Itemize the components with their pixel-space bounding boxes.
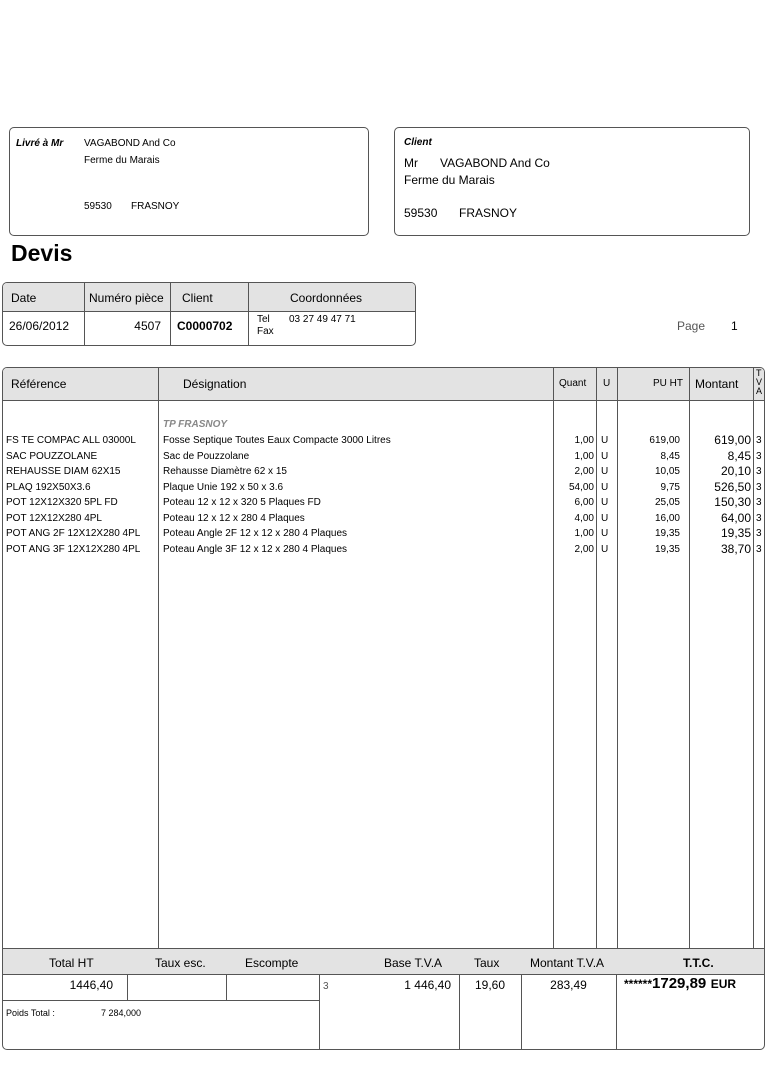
totals-header-ttc: T.T.C. bbox=[683, 956, 714, 970]
table-row bbox=[3, 542, 765, 558]
cell-reference: PLAQ 192X50X3.6 bbox=[6, 481, 91, 493]
cell-tva: 3 bbox=[756, 481, 762, 493]
cell-amount: 526,50 bbox=[714, 479, 751, 494]
cell-amount: 8,45 bbox=[727, 448, 751, 463]
client-address: Ferme du Marais bbox=[404, 173, 495, 187]
cell-unit: U bbox=[601, 466, 609, 477]
cell-unit-price: 10,05 bbox=[654, 466, 680, 477]
client-label: Client bbox=[404, 137, 432, 148]
cell-tva: 3 bbox=[756, 528, 762, 539]
cell-quantity: 4,00 bbox=[574, 512, 594, 524]
cell-tva: 3 bbox=[756, 450, 762, 462]
taux-value: 19,60 bbox=[474, 978, 506, 992]
cell-amount: 64,00 bbox=[720, 510, 751, 525]
cell-unit: U bbox=[601, 543, 609, 555]
cell-tva: 3 bbox=[756, 466, 762, 477]
info-header-contact: Coordonnées bbox=[290, 291, 363, 305]
delivery-address-box bbox=[9, 127, 369, 236]
tva-code: 3 bbox=[323, 981, 329, 992]
info-client-code: C0000702 bbox=[177, 319, 233, 333]
base-tva-value: 1 446,40 bbox=[404, 978, 451, 992]
cell-tva: 3 bbox=[756, 543, 762, 555]
delivery-city: FRASNOY bbox=[131, 201, 180, 212]
cell-tva: 3 bbox=[756, 512, 762, 524]
totals-header-total-ht: Total HT bbox=[49, 956, 94, 970]
cell-amount: 38,70 bbox=[720, 541, 751, 556]
totals-header-escompte: Escompte bbox=[245, 956, 299, 970]
page-label: Page bbox=[677, 319, 706, 333]
info-tel: 03 27 49 47 71 bbox=[289, 314, 356, 325]
col-header-montant: Montant bbox=[695, 377, 739, 391]
delivery-address: Ferme du Marais bbox=[84, 155, 160, 166]
weight-label: Poids Total : bbox=[6, 1008, 55, 1018]
table-row bbox=[3, 495, 765, 511]
table-row bbox=[3, 511, 765, 527]
cell-reference: POT 12X12X320 5PL FD bbox=[6, 497, 118, 508]
client-address-box bbox=[394, 127, 750, 236]
cell-quantity: 1,00 bbox=[574, 435, 594, 446]
cell-tva: 3 bbox=[756, 435, 762, 446]
col-header-reference: Référence bbox=[11, 377, 67, 391]
cell-quantity: 1,00 bbox=[574, 528, 594, 539]
cell-unit-price: 8,45 bbox=[660, 450, 680, 462]
ttc-value: 1729,89 bbox=[652, 975, 707, 992]
client-title: Mr bbox=[404, 156, 418, 170]
cell-quantity: 1,00 bbox=[574, 450, 594, 462]
cell-unit: U bbox=[601, 497, 609, 508]
totals-header-taux-esc: Taux esc. bbox=[155, 956, 206, 970]
ttc-currency: EUR bbox=[710, 977, 737, 991]
table-row bbox=[3, 433, 765, 449]
cell-unit: U bbox=[601, 512, 609, 524]
client-name: VAGABOND And Co bbox=[440, 156, 550, 170]
document-title: Devis bbox=[11, 240, 73, 266]
col-header-pu: PU HT bbox=[653, 378, 683, 389]
cell-quantity: 2,00 bbox=[574, 466, 594, 477]
cell-designation: Sac de Pouzzolane bbox=[163, 450, 250, 462]
totals-header-taux: Taux bbox=[474, 956, 500, 970]
montant-tva-value: 283,49 bbox=[550, 978, 587, 992]
cell-reference: POT 12X12X280 4PL bbox=[6, 512, 102, 524]
ttc-stars: ****** bbox=[624, 977, 653, 991]
cell-amount: 20,10 bbox=[720, 464, 751, 478]
cell-unit-price: 19,35 bbox=[654, 528, 680, 539]
cell-amount: 619,00 bbox=[714, 433, 751, 447]
cell-unit-price: 9,75 bbox=[660, 481, 680, 493]
page-number: 1 bbox=[731, 319, 738, 333]
delivery-name: VAGABOND And Co bbox=[84, 138, 176, 149]
cell-reference: POT ANG 2F 12X12X280 4PL bbox=[6, 528, 141, 539]
table-row bbox=[3, 480, 765, 496]
cell-quantity: 2,00 bbox=[574, 543, 594, 555]
weight-value: 7 284,000 bbox=[101, 1008, 142, 1018]
total-ht-value: 1446,40 bbox=[69, 978, 113, 992]
cell-unit: U bbox=[601, 481, 609, 493]
cell-unit-price: 19,35 bbox=[654, 543, 680, 555]
cell-designation: Poteau Angle 2F 12 x 12 x 280 4 Plaques bbox=[163, 528, 348, 539]
cell-amount: 150,30 bbox=[714, 495, 751, 509]
client-city: FRASNOY bbox=[459, 206, 518, 220]
cell-reference: FS TE COMPAC ALL 03000L bbox=[6, 435, 136, 446]
cell-designation: Poteau 12 x 12 x 280 4 Plaques bbox=[163, 512, 305, 524]
table-row bbox=[3, 449, 765, 465]
cell-designation: Poteau 12 x 12 x 320 5 Plaques FD bbox=[163, 497, 321, 508]
cell-unit-price: 16,00 bbox=[654, 512, 680, 524]
col-header-quant: Quant bbox=[559, 378, 587, 389]
items-table bbox=[2, 367, 765, 1050]
cell-unit-price: 619,00 bbox=[649, 435, 680, 446]
info-header-client: Client bbox=[182, 291, 213, 305]
cell-quantity: 54,00 bbox=[568, 481, 594, 493]
totals-header-base-tva: Base T.V.A bbox=[384, 956, 443, 970]
cell-designation: Poteau Angle 3F 12 x 12 x 280 4 Plaques bbox=[163, 543, 348, 555]
cell-unit: U bbox=[601, 528, 609, 539]
totals-header-montant-tva: Montant T.V.A bbox=[530, 956, 605, 970]
info-header-number: Numéro pièce bbox=[89, 291, 164, 305]
col-header-unit: U bbox=[603, 378, 611, 389]
info-number: 4507 bbox=[134, 319, 161, 333]
cell-reference: REHAUSSE DIAM 62X15 bbox=[6, 466, 121, 477]
cell-quantity: 6,00 bbox=[574, 497, 594, 508]
cell-amount: 19,35 bbox=[720, 526, 751, 540]
client-postcode: 59530 bbox=[404, 206, 438, 220]
col-header-tva: TVA bbox=[756, 368, 763, 396]
col-header-designation: Désignation bbox=[183, 377, 247, 391]
cell-reference: SAC POUZZOLANE bbox=[6, 450, 98, 462]
table-row bbox=[3, 464, 765, 480]
document-info-box bbox=[2, 282, 416, 346]
cell-unit-price: 25,05 bbox=[654, 497, 680, 508]
info-header-date: Date bbox=[11, 291, 37, 305]
delivery-label: Livré à Mr bbox=[16, 138, 64, 149]
section-title: TP FRASNOY bbox=[163, 419, 228, 430]
cell-designation: Rehausse Diamètre 62 x 15 bbox=[163, 466, 287, 477]
cell-designation: Fosse Septique Toutes Eaux Compacte 3000 Litres bbox=[163, 435, 391, 446]
cell-unit: U bbox=[601, 435, 609, 446]
info-fax-label: Fax bbox=[257, 326, 274, 337]
table-row bbox=[3, 526, 765, 542]
info-tel-label: Tel bbox=[257, 314, 270, 325]
delivery-postcode: 59530 bbox=[84, 201, 112, 212]
cell-reference: POT ANG 3F 12X12X280 4PL bbox=[6, 543, 141, 555]
cell-designation: Plaque Unie 192 x 50 x 3.6 bbox=[163, 481, 284, 493]
info-date: 26/06/2012 bbox=[9, 319, 70, 333]
cell-unit: U bbox=[601, 450, 609, 462]
ttc-total bbox=[624, 975, 736, 993]
cell-tva: 3 bbox=[756, 497, 762, 508]
